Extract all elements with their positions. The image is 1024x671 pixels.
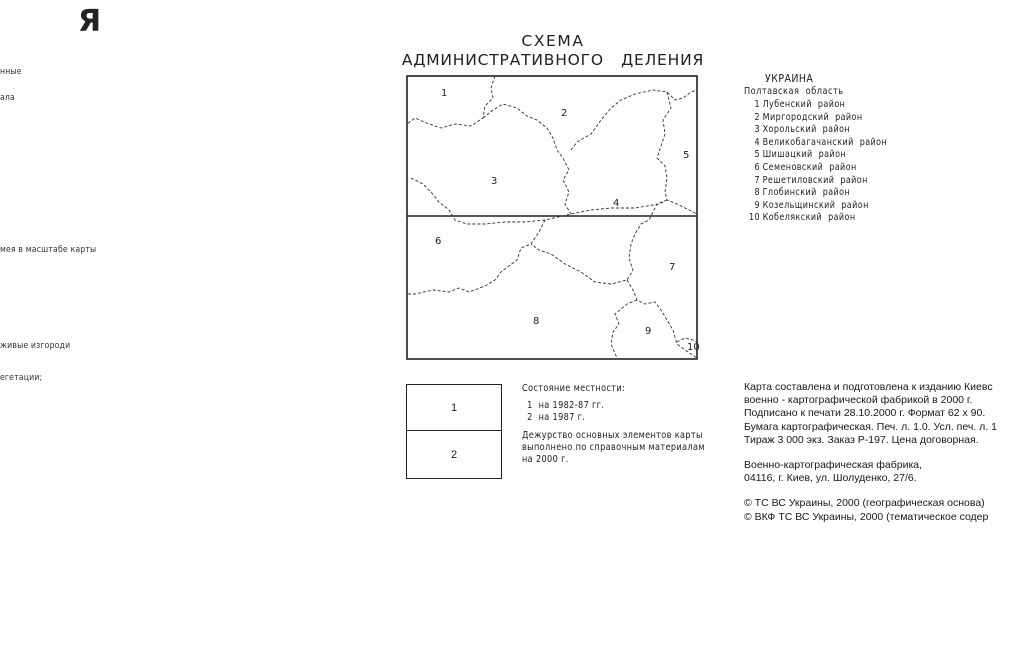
boundary-line (411, 178, 667, 224)
legend-item-name: Миргородский район (762, 111, 863, 123)
legend-item-number: 5 (754, 149, 761, 161)
page-glyph: Я (78, 4, 102, 39)
copyright-line: © ВКФ ТС ВС Украины, 2000 (тематическое содер (744, 510, 989, 523)
publisher-line: Подписано к печати 28.10.2000 г. Формат 62 х 90. (744, 407, 986, 420)
status-boxes (406, 384, 502, 479)
left-fragment: нные (0, 67, 22, 77)
status-note-line: Дежурство основных элементов карты (522, 430, 703, 441)
legend-item-number: 8 (754, 187, 761, 199)
publisher-line: Карта составлена и подготовлена к изданию Киевс (744, 381, 993, 393)
map-district-label: 3 (491, 176, 498, 187)
legend-item-name: Лубенский район (762, 99, 846, 110)
legend-item (748, 99, 887, 112)
status-heading: Состояние местности: (522, 383, 626, 394)
map-district-label: 10 (687, 342, 700, 353)
legend-item-number: 9 (754, 199, 761, 211)
status-box: 1 (406, 384, 502, 431)
map-district-label: 1 (441, 88, 448, 99)
legend-item-name: Семеновский район (762, 161, 857, 173)
map-district-label: 6 (435, 236, 442, 247)
legend-item-name: Кобелякский район (762, 212, 856, 224)
legend-item-name: Козельщинский район (762, 199, 869, 211)
scheme-title-line: АДМИНИСТРАТИВНОГО ДЕЛЕНИЯ (401, 51, 705, 69)
map-district-label: 5 (683, 150, 690, 161)
scheme-title (378, 32, 728, 70)
district-legend (744, 72, 910, 225)
legend-item-number: 7 (754, 174, 761, 186)
legend-item-number: 1 (754, 99, 761, 110)
legend-item (748, 187, 887, 200)
boundary-line (657, 92, 697, 214)
terrain-status (522, 383, 705, 466)
legend-item-number: 3 (754, 124, 761, 136)
status-note-line: выполнено по справочным материалам (522, 442, 705, 453)
status-note-line: на 2000 г. (522, 454, 569, 465)
map-district-label: 8 (533, 316, 540, 327)
map-district-label: 4 (613, 198, 620, 209)
left-fragment: мея в масштабе карты (0, 245, 97, 255)
status-item: 1 на 1982-87 гг. (527, 400, 605, 411)
legend-item-name: Глобинский район (762, 187, 851, 199)
legend-item-name: Решетиловский район (762, 174, 868, 186)
legend-item (748, 200, 887, 213)
legend-item (748, 124, 887, 137)
boundary-line (571, 90, 697, 150)
legend-oblast: Полтавская область (744, 86, 844, 97)
status-box: 2 (406, 431, 502, 479)
legend-list (748, 99, 910, 225)
publisher-info (744, 381, 997, 524)
legend-item (748, 212, 887, 225)
map-frame (407, 76, 697, 359)
map-district-label: 9 (645, 326, 652, 337)
boundary-line (483, 104, 571, 214)
boundary-line (611, 300, 637, 358)
scheme-title-line: СХЕМА (521, 32, 585, 50)
legend-item-number: 4 (754, 136, 761, 148)
publisher-line: Бумага картографическая. Печ. л. 1.0. Усл. печ. л. 1 (744, 420, 997, 433)
legend-item-name: Шишацкий район (762, 149, 847, 161)
boundary-line (407, 76, 495, 128)
publisher-line: военно - картографической фабрикой в 2000 г. (744, 394, 973, 407)
publisher-line: 04116, г. Киев, ул. Шолуденко, 27/6. (744, 472, 917, 485)
legend-item-name: Великобагачанский район (762, 136, 888, 148)
legend-country: УКРАИНА (765, 72, 814, 85)
legend-item (748, 112, 887, 125)
legend-item (748, 162, 887, 175)
copyright-line: © ТС ВС Украины, 2000 (географическая основа) (744, 497, 985, 510)
boundary-line (407, 220, 545, 294)
map-district-label: 2 (561, 108, 568, 119)
legend-item-number: 6 (754, 161, 761, 173)
legend-item (748, 175, 887, 188)
legend-item (748, 149, 887, 162)
legend-item-name: Хорольский район (762, 124, 851, 136)
publisher-line: Тираж 3 000 экз. Заказ Р-197. Цена договорная. (744, 433, 979, 446)
legend-item-number: 2 (754, 111, 761, 123)
left-fragment: ала (0, 93, 15, 103)
map-district-label: 7 (669, 262, 676, 273)
left-fragment: живые изгороди (0, 341, 71, 351)
legend-item-number: 10 (748, 212, 761, 224)
boundary-line (531, 200, 667, 284)
status-item: 2 на 1987 г. (527, 412, 586, 423)
administrative-division-map (405, 74, 700, 361)
publisher-line: Военно-картографическая фабрика, (744, 459, 923, 472)
legend-item (748, 137, 887, 150)
left-fragment: егетации; (0, 373, 43, 383)
